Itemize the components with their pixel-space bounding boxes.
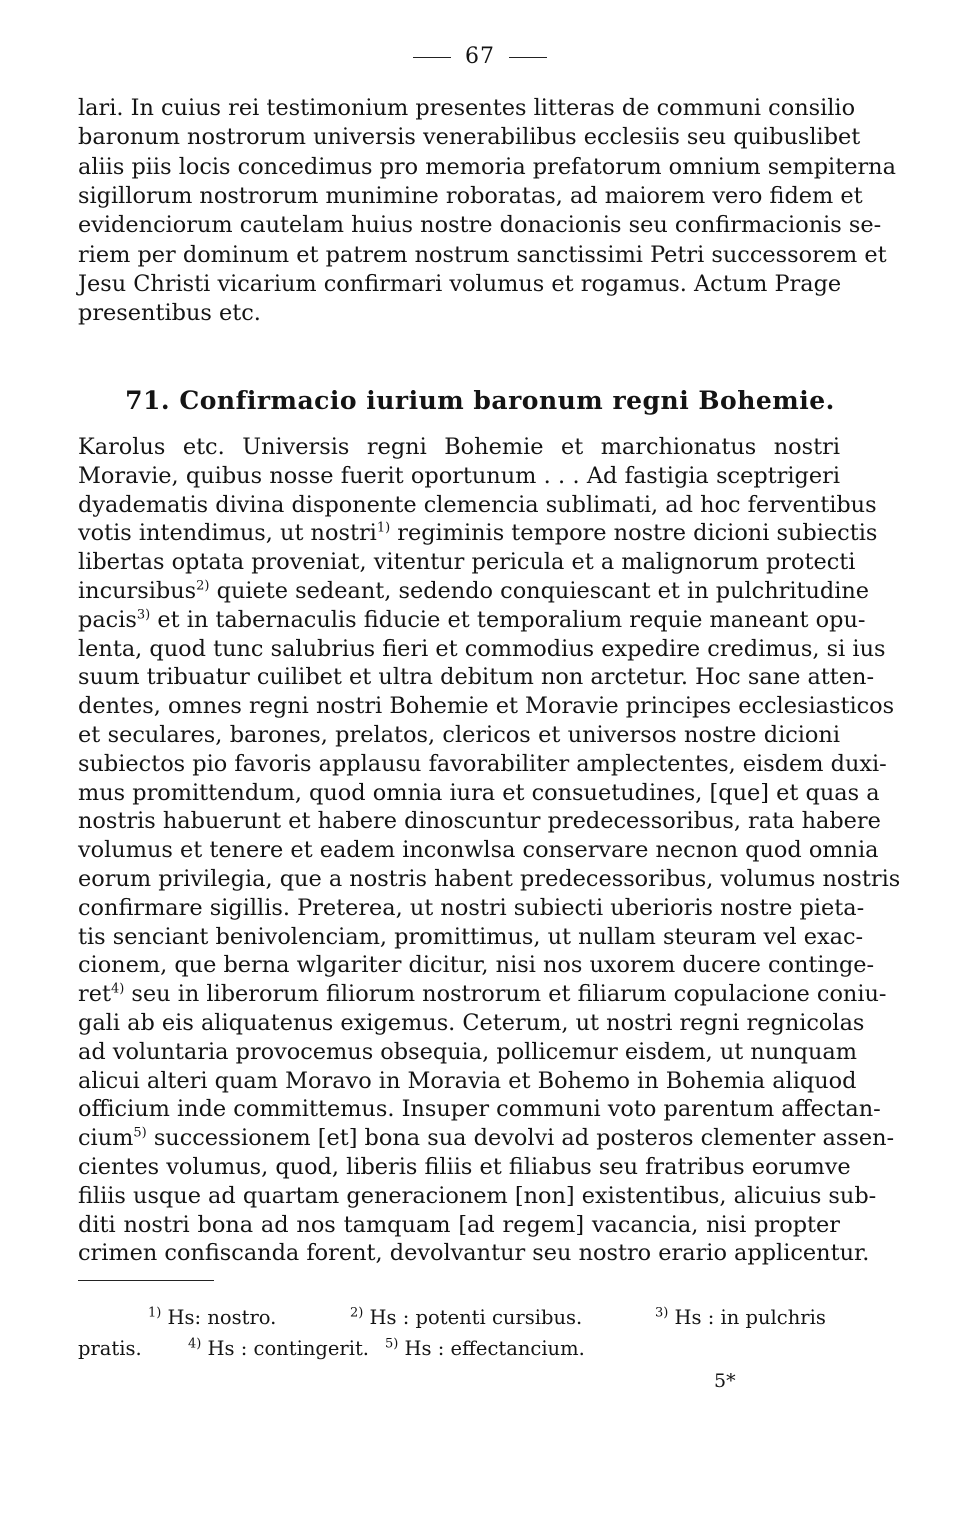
text-line: Moravie, quibus nosse fuerit oportunum . . . Ad fastigia sceptrigeri <box>78 462 840 489</box>
text-line: incursibus$^{2)}$ quiete sedeant, sedendo conquiescant et in pulchritudine <box>78 578 870 604</box>
dash-right <box>509 57 547 58</box>
signature-mark: 5* <box>714 1370 736 1392</box>
footnote-reference: 2) <box>196 578 210 594</box>
text-line: filiis usque ad quartam generacionem [non] existentibus, alicuius sub- <box>78 1182 877 1209</box>
text-line: libertas optata proveniat, vitentur pericula et a malignorum protecti <box>78 549 856 576</box>
footnote-reference: 1) <box>376 520 391 536</box>
text-line: crimen confiscanda forent, devolvantur seu nostro erario applicentur. <box>78 1240 870 1267</box>
footnote-reference: 3) <box>136 607 151 623</box>
text-line: cium$^{5)}$ successionem [et] bona sua devolvi ad posteros clementer assen- <box>78 1125 895 1152</box>
text-line: dentes, omnes regni nostri Bohemie et Moravie principes ecclesiasticos <box>78 693 895 720</box>
text-line: votis intendimus, ut nostri$^{1)}$ regiminis tempore nostre dicioni subiectis <box>78 520 878 547</box>
text-line: sigillorum nostrorum munimine roboratas, ad maiorem vero fidem et <box>78 182 863 209</box>
footnote: $^{4)}$ Hs : contingerit. <box>188 1336 369 1360</box>
text-line: riem per dominum et patrem nostrum sanctissimi Petri successorem et <box>78 241 887 268</box>
section-heading: 71. Confirmacio iurium baronum regni Bohemie. <box>125 386 835 415</box>
text-line: diti nostri bona ad nos tamquam [ad regem] vacancia, nisi propter <box>78 1211 840 1238</box>
page-number <box>0 44 960 69</box>
text-line: cionem, que berna wlgariter dicitur, nisi nos uxorem ducere continge- <box>78 952 875 979</box>
text-line: confirmare sigillis. Preterea, ut nostri subiecti uberioris nostre pieta- <box>78 894 865 921</box>
text-line: presentibus etc. <box>78 300 261 327</box>
footnote: pratis. <box>78 1337 142 1360</box>
text-line: evidenciorum cautelam huius nostre donacionis seu confirmacionis se- <box>78 212 882 239</box>
text-line: eorum privilegia, que a nostris habent predecessoribus, volumus nostris <box>78 866 901 892</box>
text-line: nostris habuerunt et habere dinoscuntur predecessoribus, rata habere <box>78 808 881 835</box>
text-line: lenta, quod tunc salubrius fieri et commodius expedire credimus, si ius <box>78 635 886 662</box>
text-line: baronum nostrorum universis venerabilibus ecclesiis seu quibuslibet <box>78 124 861 151</box>
text-line: Karolus etc. Universis regni Bohemie et marchionatus nostri <box>78 434 840 460</box>
footnote-reference: 4) <box>110 981 125 997</box>
text-line: suum tribuatur cuilibet et ultra debitum non arctetur. Hoc sane atten- <box>78 664 875 691</box>
footnote-reference: 5) <box>133 1125 147 1141</box>
text-line: officium inde committemus. Insuper communi voto parentum affectan- <box>78 1096 881 1123</box>
footnote: $^{2)}$ Hs : potenti cursibus. <box>350 1305 583 1329</box>
text-line: subiectos pio favoris applausu favorabiliter amplectentes, eisdem duxi- <box>78 750 887 777</box>
text-line: Jesu Christi vicarium confirmari volumus et rogamus. Actum Prage <box>78 270 842 297</box>
footnote: $^{3)}$ Hs : in pulchris <box>655 1305 826 1329</box>
text-line: volumus et tenere et eadem inconwlsa conservare necnon quod omnia <box>78 837 879 864</box>
page-number-text: 67 <box>465 44 495 69</box>
text-line: ret$^{4)}$ seu in liberorum filiorum nostrorum et filiarum copulacione coniu- <box>78 981 887 1008</box>
text-line: gali ab eis aliquatenus exigemus. Ceterum, ut nostri regni regnicolas <box>78 1010 865 1036</box>
text-line: aliis piis locis concedimus pro memoria prefatorum omnium sempiterna <box>78 153 896 180</box>
text-line: tis senciant benivolenciam, promittimus, ut nullam steuram vel exac- <box>78 923 864 950</box>
dash-left <box>413 57 451 58</box>
text-line: dyadematis divina disponente clemencia sublimati, ad hoc ferventibus <box>78 491 877 518</box>
text-line: cientes volumus, quod, liberis filiis et filiabus seu fratribus eorumve <box>78 1154 851 1180</box>
footnote: $^{1)}$ Hs: nostro. <box>148 1305 277 1329</box>
text-line: lari. In cuius rei testimonium presentes litteras de communi consilio <box>78 95 856 121</box>
footnote-rule <box>78 1280 214 1281</box>
text-line: pacis$^{3)}$ et in tabernaculis fiducie et temporalium requie maneant opu- <box>78 606 866 633</box>
text-line: ad voluntaria provocemus obsequia, pollicemur eisdem, ut nunquam <box>78 1038 858 1065</box>
text-line: et seculares, barones, prelatos, clericos et universos nostre dicioni <box>78 722 840 748</box>
footnote: $^{5)}$ Hs : effectancium. <box>385 1336 585 1360</box>
text-line: alicui alteri quam Moravo in Moravia et Bohemo in Bohemia aliquod <box>78 1067 857 1094</box>
text-line: mus promittendum, quod omnia iura et consuetudines, [que] et quas a <box>78 779 880 806</box>
